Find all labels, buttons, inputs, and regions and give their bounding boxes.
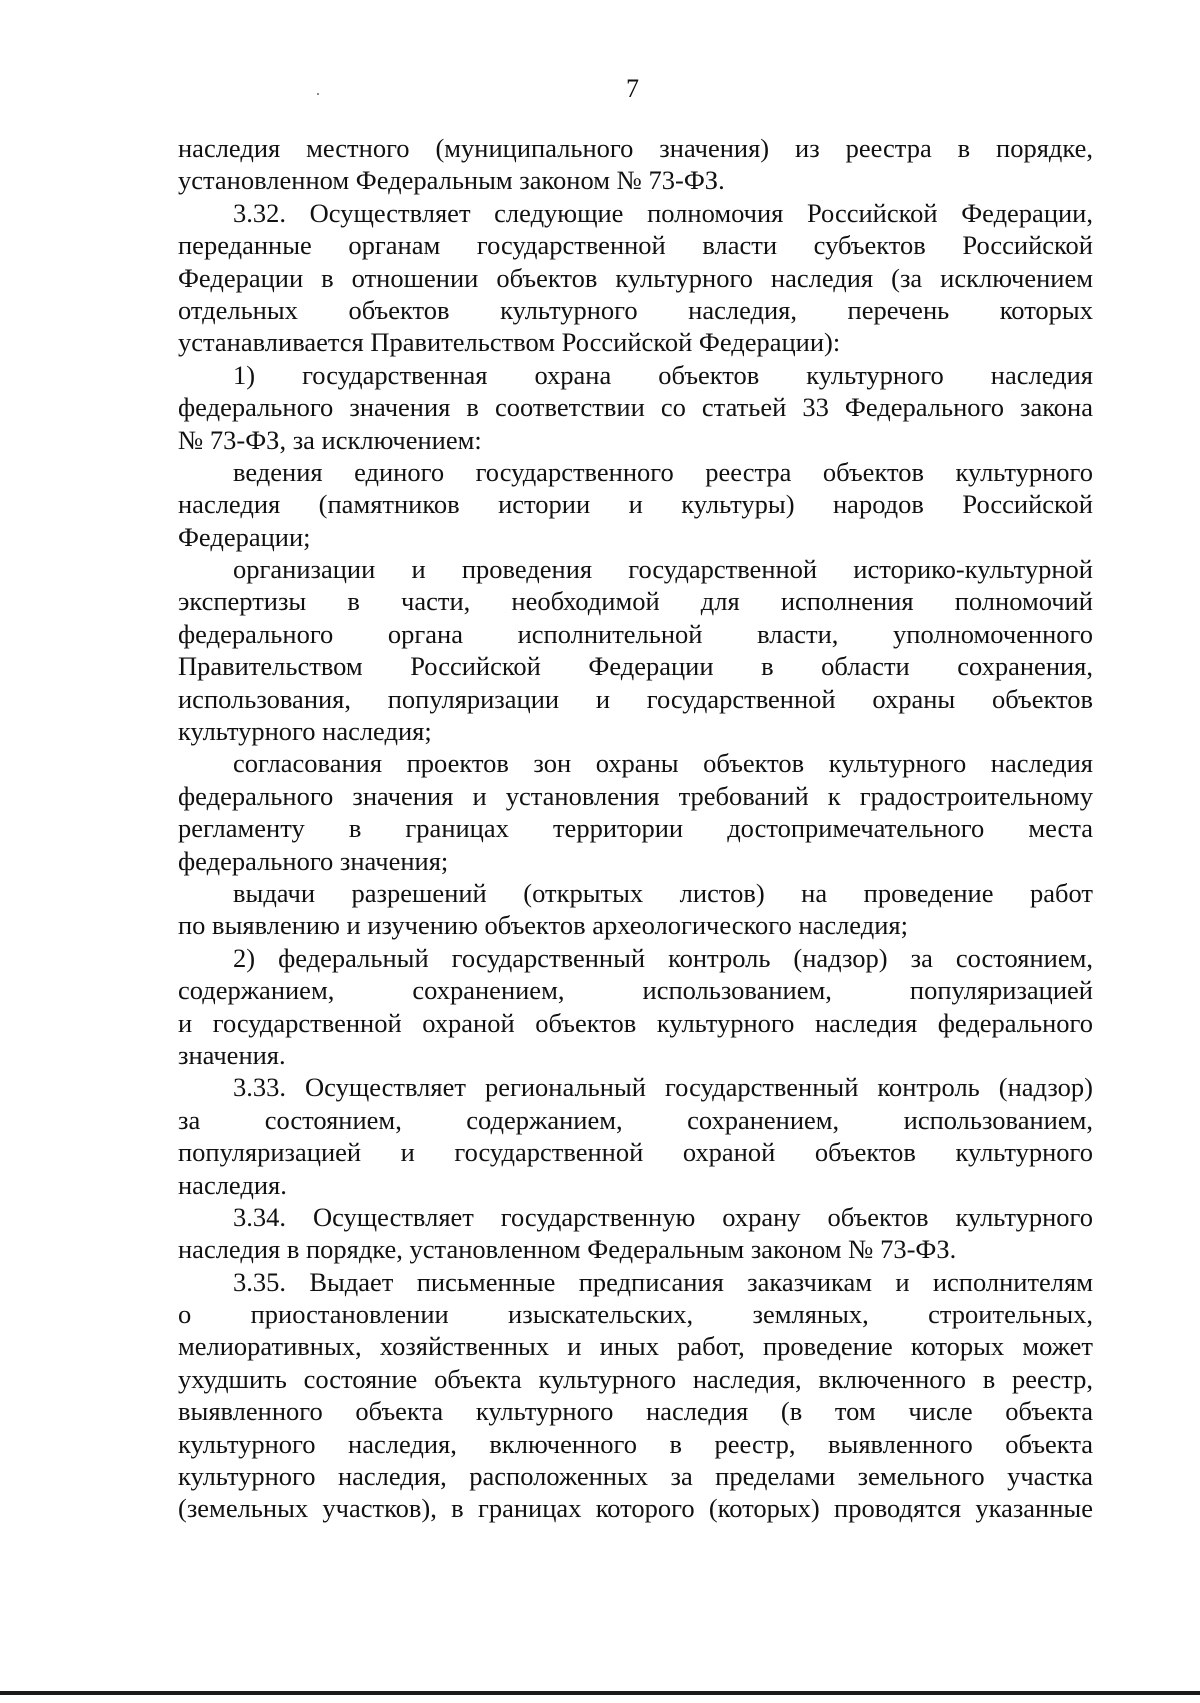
text-line: значения.: [178, 1039, 286, 1070]
text-line: экспертизы в части, необходимой для исполнения полномочий: [178, 586, 1093, 617]
text-line: устанавливается Правительством Российской Федерации):: [178, 327, 841, 358]
text-line: культурного наследия, расположенных за пределами земельного участка: [178, 1461, 1093, 1492]
text-line: 3.33. Осуществляет региональный государственный контроль (надзор): [233, 1072, 1093, 1103]
text-line: культурного наследия;: [178, 716, 432, 747]
text-line: и государственной охраной объектов культурного наследия федерального: [178, 1007, 1093, 1038]
text-line: 3.35. Выдает письменные предписания заказчикам и исполнителям: [233, 1266, 1093, 1297]
text-line: регламенту в границах территории достопримечательного места: [178, 813, 1093, 844]
text-line: выявленного объекта культурного наследия (в том числе объекта: [178, 1396, 1093, 1427]
text-line: переданные органам государственной власти субъектов Российской: [178, 230, 1093, 261]
text-line: установленном Федеральным законом № 73-ФЗ.: [178, 165, 725, 196]
scan-bottom-edge: [0, 1691, 1200, 1695]
text-line: выдачи разрешений (открытых листов) на проведение работ: [233, 877, 1093, 908]
text-line: 1) государственная охрана объектов культурного наследия: [233, 359, 1093, 390]
page-number: 7: [626, 74, 639, 103]
text-line: наследия в порядке, установленном Федеральным законом № 73-ФЗ.: [178, 1234, 957, 1265]
text-line: по выявлению и изучению объектов археологического наследия;: [178, 910, 908, 941]
text-line: отдельных объектов культурного наследия, перечень которых: [178, 294, 1093, 325]
text-line: федерального органа исполнительной власти, уполномоченного: [178, 618, 1093, 649]
text-line: 3.32. Осуществляет следующие полномочия Российской Федерации,: [233, 197, 1093, 228]
text-line: Федерации в отношении объектов культурного наследия (за исключением: [178, 262, 1093, 293]
text-line: мелиоративных, хозяйственных и иных работ, проведение которых может: [178, 1331, 1093, 1362]
text-line: о приостановлении изыскательских, земляных, строительных,: [178, 1299, 1093, 1330]
text-line: содержанием, сохранением, использованием, популяризацией: [178, 975, 1093, 1006]
text-line: федерального значения;: [178, 845, 449, 876]
text-line: согласования проектов зон охраны объектов культурного наследия: [233, 748, 1093, 779]
text-line: ведения единого государственного реестра объектов культурного: [233, 456, 1093, 487]
text-line: Правительством Российской Федерации в области сохранения,: [178, 651, 1093, 682]
text-line: Федерации;: [178, 521, 311, 552]
text-line: наследия.: [178, 1169, 287, 1200]
text-line: ухудшить состояние объекта культурного наследия, включенного в реестр,: [178, 1363, 1093, 1394]
text-line: 3.34. Осуществляет государственную охрану объектов культурного: [233, 1201, 1093, 1232]
text-line: наследия местного (муниципального значения) из реестра в порядке,: [178, 133, 1093, 163]
text-line: использования, популяризации и государственной охраны объектов: [178, 683, 1093, 714]
text-line: за состоянием, содержанием, сохранением, использованием,: [178, 1104, 1093, 1135]
text-line: федерального значения и установления требований к градостроительному: [178, 780, 1093, 811]
text-line: № 73-ФЗ, за исключением:: [178, 424, 482, 455]
text-line: наследия (памятников истории и культуры) народов Российской: [178, 489, 1093, 520]
text-line: 2) федеральный государственный контроль (надзор) за состоянием,: [233, 942, 1093, 973]
text-line: популяризацией и государственной охраной объектов культурного: [178, 1137, 1093, 1168]
text-line: организации и проведения государственной историко-культурной: [233, 554, 1093, 585]
text-line: культурного наследия, включенного в реестр, выявленного объекта: [178, 1428, 1093, 1459]
text-line: федерального значения в соответствии со статьей 33 Федерального закона: [178, 392, 1093, 423]
text-line: (земельных участков), в границах которого (которых) проводятся указанные: [178, 1493, 1093, 1524]
body-text: [178, 132, 1093, 1525]
